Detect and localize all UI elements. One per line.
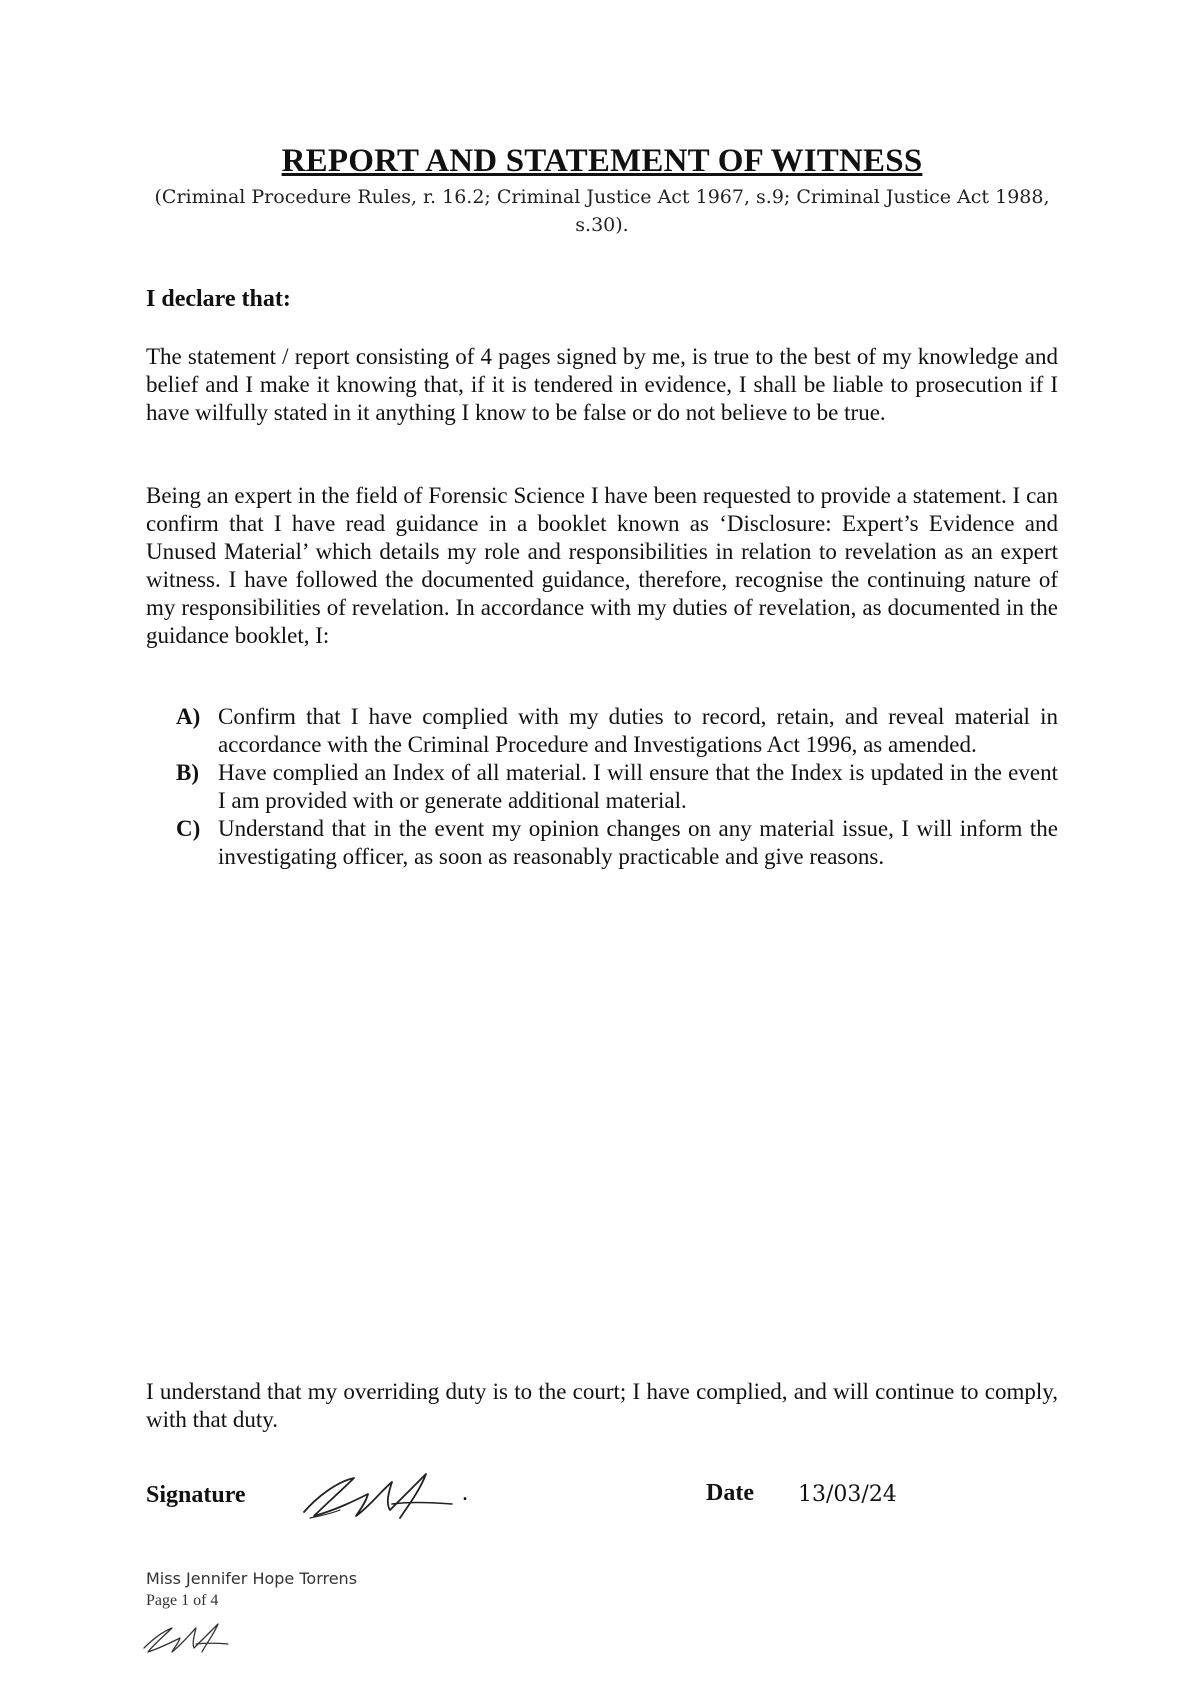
list-item [176,703,1058,759]
date-label: Date [706,1480,754,1506]
list-item-text: Have complied an Index of all material. I will ensure that the Index is updated in the event I am provided with or generate additional material. [218,760,1058,813]
duties-list [176,703,1058,871]
paragraph-statement-truth: The statement / report consisting of 4 pages signed by me, is true to the best of my knowledge and belief and I make it knowing that, if it is tendered in evidence, I shall be liable to prosecution if I have wilfully stated in it anything I know to be false or do not believe to be true. [146,344,1058,425]
signature-dot: . [462,1480,468,1506]
paragraph-expert-disclosure: Being an expert in the field of Forensic Science I have been requested to provide a statement. I can confirm that I have read guidance in a booklet known as ‘Disclosure: Expert’s Evidence and Unused Material’ which details my role and responsibilities in relation to revelation as an expert witness. I have followed the documented guidance, therefore, recognise the continuing nature of my responsibilities of revelation. In accordance with my duties of revelation, as documented in the guidance booklet, I: [146,483,1058,648]
list-item-label: A) [176,704,201,729]
signature-row [146,1474,1058,1534]
list-item-text: Understand that in the event my opinion changes on any material issue, I will inform the investigating officer, as soon as reasonably practicable and give reasons. [218,816,1058,869]
handwritten-signature [296,1460,456,1530]
list-item-text: Confirm that I have complied with my duties to record, retain, and reveal material in accordance with the Criminal Procedure and Investigations Act 1996, as amended. [218,704,1058,757]
signature-label: Signature [146,1482,246,1508]
date-value: 13/03/24 [798,1482,897,1507]
footer-witness-name: Miss Jennifer Hope Torrens [146,1569,358,1588]
list-item-label: C) [176,816,201,841]
declaration-heading: I declare that: [146,286,291,312]
footer-page-number: Page 1 of 4 [146,1592,219,1609]
document-subtitle: (Criminal Procedure Rules, r. 16.2; Criminal Justice Act 1967, s.9; Criminal Justice Act 1988, s.30). [154,186,1050,236]
document-title: REPORT AND STATEMENT OF WITNESS [281,143,923,179]
footer-signature [140,1614,230,1660]
paragraph-overriding-duty: I understand that my overriding duty is to the court; I have complied, and will continue to comply, with that duty. [146,1379,1058,1432]
list-item-label: B) [176,760,199,785]
list-item [176,815,1058,871]
list-item [176,759,1058,815]
